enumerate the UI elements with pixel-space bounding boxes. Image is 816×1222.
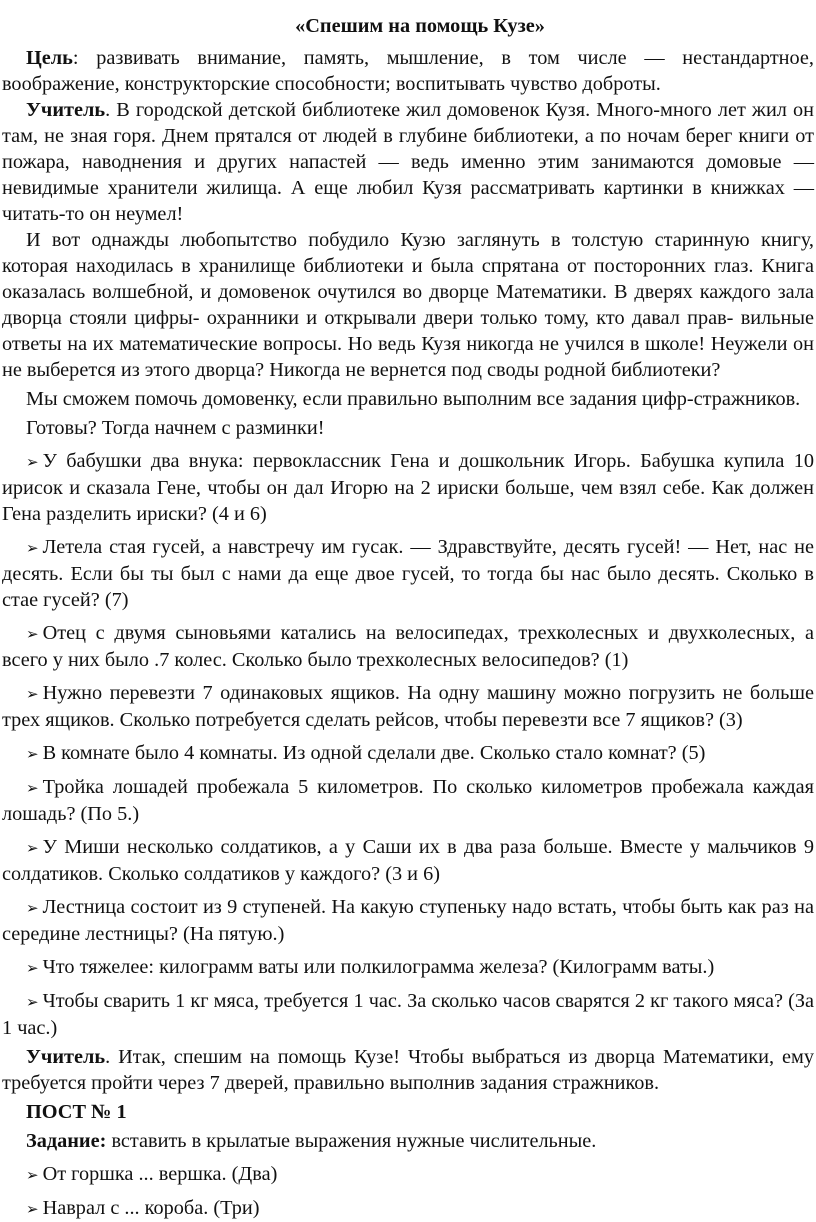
list-item-text: Чтобы сварить 1 кг мяса, требуется 1 час. За сколько часов сварятся 2 кг такого мяса? (За 1 час.) [2, 990, 814, 1039]
task-paragraph [2, 1128, 814, 1154]
list-item [2, 894, 814, 947]
task-text: вставить в крылатые выражения нужные числительные. [106, 1130, 597, 1152]
document-title: «Спешим на помощь Кузе» [295, 15, 545, 37]
arrow-bullet-icon: ➢ [26, 685, 39, 703]
story-paragraph: И вот однажды любопытство побудило Кузю заглянуть в толстую старинную книгу, которая находилась в хранилище библиотеки и была спрятана от посторонних глаз. Книга оказалась волшебной, и домовенок очутился во дворце Математики. В дверях каждого зала дворца стояли цифры- охранники и открывали двери только тому, кто давал прав- вильные ответы на их математические вопросы. Но ведь Кузя никогда не учился в школе! Неужели он не выберется из этого дворца? Никогда не вернется под своды родной библиотеки? [2, 229, 814, 381]
list-item-text: Наврал с ... короба. (Три) [42, 1197, 260, 1219]
arrow-bullet-icon: ➢ [26, 959, 39, 977]
closing-text: . Итак, спешим на помощь Кузе! Чтобы выбраться из дворца Математики, ему требуется пройти через 7 дверей, правильно выполнив задания стражников. [2, 1046, 814, 1094]
teacher-text: . В городской детской библиотеке жил домовенок Кузя. Много-много лет жил он там, не зная горя. Днем прятался от людей в глубине библиотеки, а по ночам берег книги от пожара, наводнения и других напастей — ведь именно этим занимаются домовые — невидимые хранители жилища. А еще любил Кузя рассматривать картинки в книжках — читать-то он неумел! [2, 99, 814, 225]
list-item [2, 1195, 814, 1222]
teacher-label: Учитель [26, 99, 106, 121]
list-item [2, 448, 814, 527]
arrow-bullet-icon: ➢ [26, 899, 39, 917]
goal-paragraph [2, 45, 814, 97]
arrow-bullet-icon: ➢ [26, 839, 39, 857]
list-item [2, 680, 814, 733]
list-item-text: Нужно перевезти 7 одинаковых ящиков. На одну машину можно погрузить не больше трех ящиков. Сколько потребуется сделать рейсов, чтобы перевезти все 7 ящиков? (3) [2, 682, 814, 731]
list-item-text: Лестница состоит из 9 ступеней. На какую ступеньку надо встать, чтобы быть как раз на середине лестницы? (На пятую.) [2, 896, 814, 945]
list-item-text: Тройка лошадей пробежала 5 километров. По сколько километров пробежала каждая лошадь? (По 5.) [2, 776, 814, 825]
arrow-bullet-icon: ➢ [26, 993, 39, 1011]
list-item [2, 988, 814, 1041]
list-item [2, 534, 814, 613]
teacher-paragraph [2, 97, 814, 227]
arrow-bullet-icon: ➢ [26, 539, 39, 557]
list-item-text: Летела стая гусей, а навстречу им гусак. — Здравствуйте, десять гусей! — Нет, нас не десять. Если бы ты был с нами да еще двое гусей, то тогда бы нас было десять. Сколько в стае гусей? (7) [2, 536, 814, 611]
post-list [2, 1161, 814, 1222]
goal-label: Цель [26, 47, 73, 69]
list-item-text: Отец с двумя сыновьями катались на велосипедах, трехколесных и двухколесных, а всего у них было .7 колес. Сколько было трехколесных велосипедов? (1) [2, 622, 814, 671]
list-item [2, 620, 814, 673]
teacher-label: Учитель [26, 1046, 106, 1068]
list-item-text: В комнате было 4 комнаты. Из одной сделали две. Сколько стало комнат? (5) [42, 742, 706, 764]
list-item [2, 834, 814, 887]
help-paragraph: Мы сможем помочь домовенку, если правильно выполним все задания цифр-стражников. [26, 388, 801, 410]
task-label: Задание: [26, 1130, 107, 1152]
post-title: ПОСТ № 1 [26, 1101, 127, 1123]
warmup-list [2, 448, 814, 1041]
arrow-bullet-icon: ➢ [26, 453, 39, 471]
arrow-bullet-icon: ➢ [26, 779, 39, 797]
arrow-bullet-icon: ➢ [26, 1166, 39, 1184]
goal-text: : развивать внимание, память, мышление, в том числе — нестандартное, воображение, конструкторские способности; воспитывать чувство доброты. [2, 47, 814, 95]
ready-paragraph: Готовы? Тогда начнем с разминки! [26, 417, 325, 439]
list-item [2, 774, 814, 827]
arrow-bullet-icon: ➢ [26, 745, 39, 763]
list-item-text: Что тяжелее: килограмм ваты или полкилограмма железа? (Килограмм ваты.) [42, 956, 715, 978]
list-item-text: От горшка ... вершка. (Два) [42, 1163, 278, 1185]
closing-paragraph [2, 1044, 814, 1096]
list-item [2, 1161, 814, 1188]
arrow-bullet-icon: ➢ [26, 625, 39, 643]
list-item-text: У бабушки два внука: первоклассник Гена и дошкольник Игорь. Бабушка купила 10 ирисок и сказала Гене, чтобы он дал Игорю на 2 ириски больше, чем взял себе. Как должен Гена разделить ириски? (4 и 6) [2, 450, 814, 525]
list-item [2, 954, 814, 981]
list-item-text: У Миши несколько солдатиков, а у Саши их в два раза больше. Вместе у мальчиков 9 солдатиков. Сколько солдатиков у каждого? (3 и 6) [2, 836, 814, 885]
post-heading [2, 1099, 814, 1125]
list-item [2, 740, 814, 767]
arrow-bullet-icon: ➢ [26, 1200, 39, 1218]
